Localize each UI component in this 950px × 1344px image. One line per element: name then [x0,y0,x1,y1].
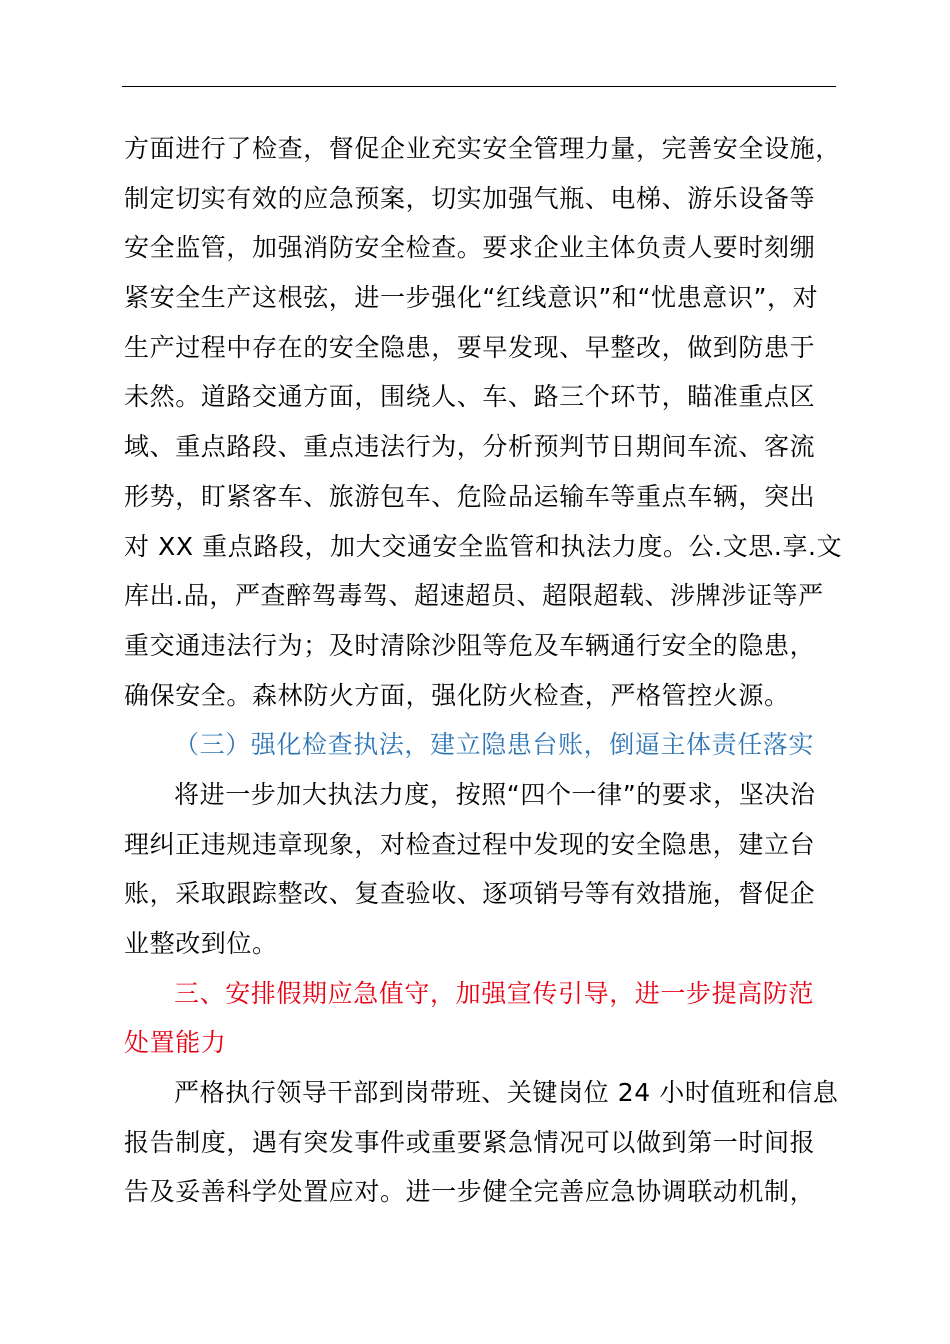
body-line: 形势，盯紧客车、旅游包车、危险品运输车等重点车辆，突出 [124,481,816,511]
body-line: 告及妥善科学处置应对。进一步健全完善应急协调联动机制， [124,1177,816,1207]
document-body [124,124,864,1217]
body-line: 理纠正违规违章现象，对检查过程中发现的安全隐患，建立台 [124,829,816,859]
body-line: 制定切实有效的应急预案，切实加强气瓶、电梯、游乐设备等 [124,183,816,213]
body-line: 严格执行领导干部到岗带班、关键岗位 24 小时值班和信息 [174,1078,839,1108]
header-rule [122,86,836,87]
body-line: 库出.品，严查醉驾毒驾、超速超员、超限超载、涉牌涉证等严 [124,581,824,611]
body-line: 业整改到位。 [124,929,278,958]
body-line: 确保安全。森林防火方面，强化防火检查，严格管控火源。 [124,680,790,710]
body-line: 生产过程中存在的安全隐患，要早发现、早整改，做到防患于 [124,332,816,362]
body-line: 账，采取跟踪整改、复查验收、逐项销号等有效措施，督促企 [124,879,816,909]
section-three-heading: 三、安排假期应急值守，加强宣传引导，进一步提高防范 [174,978,815,1008]
section-three-heading-cont: 处置能力 [124,1028,227,1058]
body-line: 紧安全生产这根弦，进一步强化“红线意识”和“忧患意识”，对 [124,283,819,313]
body-line: 安全监管，加强消防安全检查。要求企业主体负责人要时刻绷 [124,233,816,263]
body-line: 方面进行了检查，督促企业充实安全管理力量，完善安全设施， [124,134,841,163]
body-line: 对 XX 重点路段，加大交通安全监管和执法力度。公.文思.享.文 [124,531,843,561]
subheading-three: （三）强化检查执法，建立隐患台账，倒逼主体责任落实 [174,730,815,760]
body-line: 重交通违法行为；及时清除沙阻等危及车辆通行安全的隐患， [124,630,816,660]
body-line: 报告制度，遇有突发事件或重要紧急情况可以做到第一时间报 [124,1127,816,1157]
body-line: 将进一步加大执法力度，按照“四个一律”的要求，坚决治 [174,779,816,809]
body-line: 未然。道路交通方面，围绕人、车、路三个环节，瞄准重点区 [124,382,816,412]
body-line: 域、重点路段、重点违法行为，分析预判节日期间车流、客流 [124,432,816,462]
